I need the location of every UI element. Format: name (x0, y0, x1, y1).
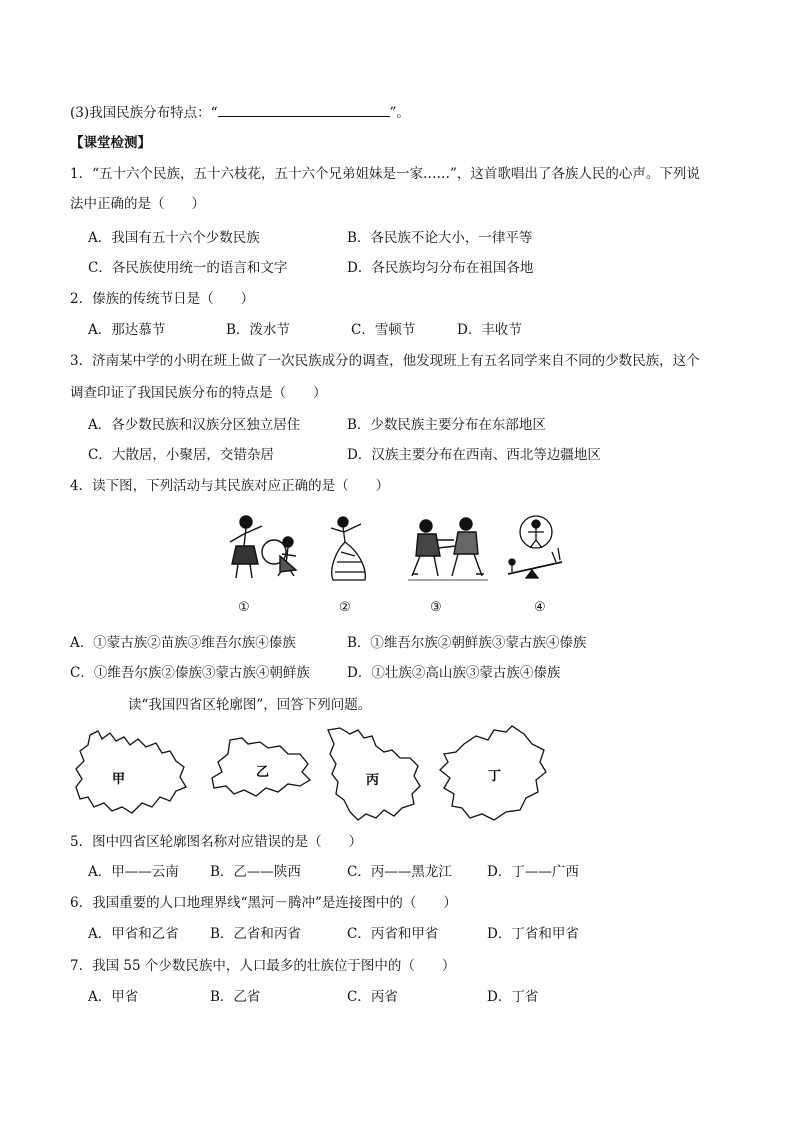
province-outline-ding (436, 722, 550, 826)
q7-option-c[interactable]: C．丙省 (347, 989, 398, 1005)
province-outline-bing (322, 724, 426, 824)
q5-stem: 5．图中四省区轮廓图名称对应错误的是（ ） (70, 834, 363, 850)
q1-option-a[interactable]: A．我国有五十六个少数民族 (88, 230, 260, 246)
q7-option-b[interactable]: B．乙省 (210, 989, 261, 1005)
province-outline-jia (72, 727, 190, 819)
q1-stem-line2: 法中正确的是（ ） (70, 196, 205, 212)
q3-fill-line (70, 104, 410, 122)
q5-option-d[interactable]: D．丁——广西 (487, 864, 579, 880)
q6-option-c[interactable]: C．丙省和甲省 (347, 926, 439, 942)
province-outline-yi (208, 734, 316, 802)
q4-option-d[interactable]: D．①壮族②高山族③蒙古族④傣族 (347, 665, 561, 681)
q3-option-c[interactable]: C．大散居，小聚居，交错杂居 (88, 447, 274, 463)
dance-illustration-1 (222, 512, 310, 582)
map-label-yi: 乙 (256, 765, 270, 780)
answer-blank[interactable] (218, 104, 390, 117)
q4-option-c[interactable]: C．①维吾尔族②傣族③蒙古族④朝鲜族 (70, 665, 310, 681)
q2-option-d[interactable]: D．丰收节 (457, 322, 522, 338)
section-title: 【课堂检测】 (70, 135, 151, 151)
q2-option-a[interactable]: A．那达慕节 (88, 322, 166, 338)
figure-label-4: ④ (534, 600, 546, 615)
map-label-bing: 丙 (366, 773, 380, 788)
figure-label-3: ③ (430, 600, 442, 615)
q3-stem-line2: 调查印证了我国民族分布的特点是（ ） (70, 385, 327, 401)
q1-option-b[interactable]: B．各民族不论大小，一律平等 (347, 230, 533, 246)
q5-option-b[interactable]: B．乙——陕西 (210, 864, 301, 880)
q2-option-c[interactable]: C．雪顿节 (351, 322, 416, 338)
q3-option-d[interactable]: D．汉族主要分布在西南、西北等边疆地区 (347, 447, 601, 463)
q6-option-d[interactable]: D．丁省和甲省 (487, 926, 579, 942)
q4-option-a[interactable]: A．①蒙古族②苗族③维吾尔族④傣族 (70, 635, 296, 651)
dance-illustration-2 (325, 512, 373, 584)
seesaw-illustration-4 (502, 512, 570, 584)
q7-stem: 7．我国 55 个少数民族中，人口最多的壮族位于图中的（ ） (70, 958, 456, 974)
q6-option-b[interactable]: B．乙省和丙省 (210, 926, 301, 942)
q6-option-a[interactable]: A．甲省和乙省 (88, 926, 179, 942)
q5-option-a[interactable]: A．甲——云南 (88, 864, 179, 880)
q1-option-d[interactable]: D．各民族均匀分布在祖国各地 (347, 260, 534, 276)
q2-option-b[interactable]: B．泼水节 (226, 322, 290, 338)
q3-option-a[interactable]: A．各少数民族和汉族分区独立居住 (88, 417, 301, 433)
map-intro: 读“我国四省区轮廓图”，回答下列问题。 (128, 697, 372, 713)
q3-stem-line1: 3．济南某中学的小明在班上做了一次民族成分的调查，他发现班上有五名同学来自不同的少数民族，这个 (70, 353, 700, 369)
q1-stem-line1: 1．“五十六个民族，五十六枝花，五十六个兄弟姐妹是一家……”，这首歌唱出了各族人民的心声。下列说 (70, 166, 700, 182)
figure-label-1: ① (238, 600, 250, 615)
q3-fill-suffix: ”。 (389, 105, 410, 121)
wrestling-illustration-3 (406, 514, 490, 584)
figure-label-2: ② (339, 600, 351, 615)
q3-fill-prefix: (3)我国民族分布特点：“ (70, 105, 218, 121)
q6-stem: 6．我国重要的人口地理界线“黑河－腾冲”是连接图中的（ ） (70, 895, 457, 911)
q7-option-a[interactable]: A．甲省 (88, 989, 139, 1005)
q4-option-b[interactable]: B．①维吾尔族②朝鲜族③蒙古族④傣族 (347, 635, 587, 651)
q3-option-b[interactable]: B．少数民族主要分布在东部地区 (347, 417, 546, 433)
map-label-jia: 甲 (112, 772, 126, 787)
q2-stem: 2．傣族的传统节日是（ ） (70, 291, 255, 307)
q1-option-c[interactable]: C．各民族使用统一的语言和文字 (88, 260, 288, 276)
q7-option-d[interactable]: D．丁省 (487, 989, 539, 1005)
map-label-ding: 丁 (488, 769, 502, 784)
q5-option-c[interactable]: C．丙——黑龙江 (347, 864, 452, 880)
q4-stem: 4．读下图，下列活动与其民族对应正确的是（ ） (70, 478, 390, 494)
